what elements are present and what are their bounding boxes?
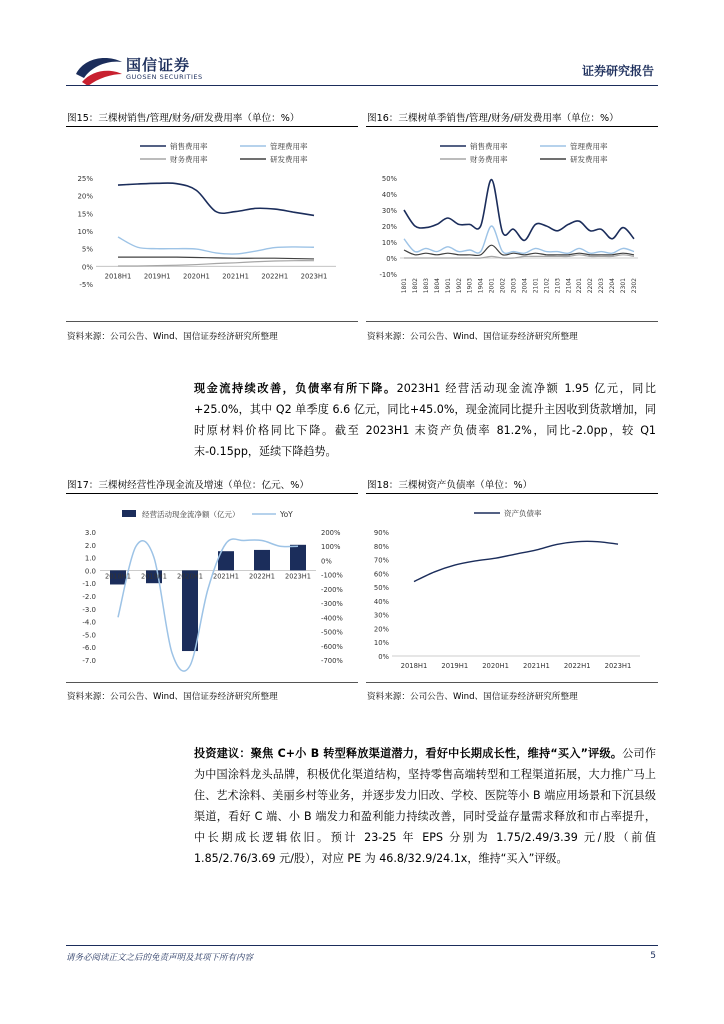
y-tick-label: 50% <box>373 584 389 593</box>
fig16-title-rule <box>366 126 658 127</box>
legend-label-1: 管理费用率 <box>570 142 608 151</box>
fig15-chart <box>66 130 358 320</box>
y2-tick-label: -600% <box>321 642 343 651</box>
paragraph-cashflow <box>194 378 656 462</box>
paragraph-cashflow-body: 2023H1 经营活动现金流净额 1.95 亿元，同比+25.0%，其中 Q2 单季度 6.6 亿元，同比+45.0%，现金流同比提升主因收到货款增加，同时原材料价格同比下降。截至 2023H1 末资产负债率 81.2%，同比-2.0pp，较 Q1 末-0.15pp，延续下降趋势。 <box>194 382 656 458</box>
y-tick-label: -3.0 <box>82 605 96 614</box>
y-tick-label: 90% <box>373 529 389 537</box>
y-tick-label: -1.0 <box>82 580 96 589</box>
series-line-1 <box>118 237 314 254</box>
logo-subtext: GUOSEN SECURITIES <box>126 73 203 81</box>
y-tick-label: 0% <box>386 255 397 263</box>
legend-label-3: 研发费用率 <box>270 155 308 164</box>
fig15-title-rule <box>66 126 358 127</box>
legend-label-0: 经营活动现金流净额（亿元） <box>142 510 240 519</box>
legend-label-0: 销售费用率 <box>170 142 208 151</box>
x-tick-label: 2020H1 <box>177 572 203 581</box>
x-tick-label: 2022H1 <box>249 572 275 581</box>
x-tick-label: 1901 <box>444 278 452 294</box>
x-tick-label: 2023H1 <box>300 272 328 281</box>
y2-tick-label: 100% <box>321 543 341 552</box>
fig18-bottom-rule <box>366 682 658 683</box>
paragraph-investment <box>194 743 656 869</box>
series-line-0 <box>404 180 634 241</box>
y2-tick-label: -300% <box>321 600 343 609</box>
fig17-bottom-rule <box>66 682 358 683</box>
x-tick-label: 2021H1 <box>523 662 550 670</box>
x-tick-label: 2022H1 <box>563 662 591 670</box>
logo-text: 国信证券 <box>126 56 191 74</box>
legend-label-1: 管理费用率 <box>270 142 308 151</box>
disclaimer-note: 请务必阅读正文之后的免责声明及其项下所有内容 <box>66 953 254 963</box>
y-tick-label: 60% <box>373 570 389 579</box>
series-line-0 <box>118 183 314 215</box>
y-tick-label: -6.0 <box>82 644 96 653</box>
y-tick-label: -7.0 <box>82 657 96 665</box>
y-tick-label: 0.0 <box>84 567 96 576</box>
fig18-chart <box>366 498 658 680</box>
x-tick-label: 2003 <box>510 278 518 294</box>
fig17-title-rule <box>66 493 358 494</box>
legend-label-2: 财务费用率 <box>470 155 508 164</box>
y2-tick-label: -400% <box>321 614 343 623</box>
bar-2 <box>182 570 198 651</box>
x-tick-label: 2001 <box>488 278 496 294</box>
y-tick-label: 10% <box>381 239 397 247</box>
y2-tick-label: 0% <box>321 557 332 566</box>
y-tick-label: 20% <box>381 223 397 231</box>
bar-4 <box>254 550 270 570</box>
y-tick-label: 10% <box>373 639 389 648</box>
y-tick-label: -4.0 <box>82 618 96 627</box>
x-tick-label: 2101 <box>532 278 540 294</box>
y-tick-label: 3.0 <box>84 529 96 537</box>
x-tick-label: 1904 <box>477 278 485 294</box>
fig16-source: 资料来源：公司公告、Wind、国信证券经济研究所整理 <box>367 332 578 342</box>
y-tick-label: -5.0 <box>82 631 96 640</box>
y-tick-label: -5% <box>79 281 93 289</box>
x-tick-label: 2022H1 <box>261 272 289 281</box>
x-tick-label: 2204 <box>609 278 617 294</box>
x-tick-label: 2021H1 <box>213 572 239 581</box>
bar-5 <box>290 545 306 571</box>
y-tick-label: 5% <box>81 245 93 254</box>
x-tick-label: 1801 <box>401 278 408 294</box>
header-rule <box>66 85 658 86</box>
x-tick-label: 1902 <box>455 278 463 294</box>
x-tick-label: 2302 <box>631 278 638 294</box>
legend-swatch-0 <box>122 510 136 517</box>
x-tick-label: 2103 <box>554 278 562 294</box>
y-tick-label: 15% <box>77 210 93 219</box>
legend-label-0: 销售费用率 <box>470 142 508 151</box>
x-tick-label: 2018H1 <box>105 572 131 581</box>
x-tick-label: 1804 <box>433 278 441 294</box>
fig18-source: 资料来源：公司公告、Wind、国信证券经济研究所整理 <box>367 692 578 702</box>
y-tick-label: 25% <box>77 175 93 183</box>
x-tick-label: 2020H1 <box>482 662 509 670</box>
x-tick-label: 2019H1 <box>441 662 469 670</box>
y2-tick-label: -500% <box>321 628 343 637</box>
fig15-title: 图15：三棵树销售/管理/财务/研发费用率（单位：%） <box>67 113 300 124</box>
paragraph-investment-lead: 投资建议：聚焦 C+小 B 转型释放渠道潜力，看好中长期成长性，维持“买入”评级。 <box>194 747 623 760</box>
y2-tick-label: -100% <box>321 571 343 580</box>
fig15-bottom-rule <box>66 321 358 322</box>
y-tick-label: -10% <box>379 271 397 279</box>
x-tick-label: 2023H1 <box>285 572 311 581</box>
series-line-3 <box>118 257 314 259</box>
x-tick-label: 2004 <box>521 278 529 294</box>
fig18-title-rule <box>366 493 658 494</box>
x-tick-label: 2203 <box>598 278 606 294</box>
y-tick-label: 30% <box>381 207 397 215</box>
page-number: 5 <box>650 951 656 961</box>
legend-label-3: 研发费用率 <box>570 155 608 164</box>
y-tick-label: 20% <box>373 625 389 634</box>
fig16-title: 图16：三棵树单季销售/管理/财务/研发费用率（单位：%） <box>367 113 619 124</box>
fig16-bottom-rule <box>366 321 658 322</box>
x-tick-label: 2104 <box>565 278 573 294</box>
y-tick-label: 10% <box>77 228 93 236</box>
y-tick-label: 40% <box>373 597 389 606</box>
x-tick-label: 2102 <box>543 278 551 294</box>
x-tick-label: 2019H1 <box>141 572 167 581</box>
series-line-1 <box>404 226 634 253</box>
x-tick-label: 2202 <box>587 278 595 294</box>
y-tick-label: 0% <box>378 653 389 661</box>
y-tick-label: -2.0 <box>82 593 96 601</box>
fig17-source: 资料来源：公司公告、Wind、国信证券经济研究所整理 <box>67 692 278 702</box>
fig16-chart <box>366 130 658 320</box>
x-tick-label: 2301 <box>620 278 628 294</box>
x-tick-label: 2018H1 <box>104 272 132 281</box>
series-line-0 <box>414 541 618 581</box>
x-tick-label: 2019H1 <box>143 272 171 281</box>
x-tick-label: 1802 <box>411 278 419 294</box>
x-tick-label: 2002 <box>499 278 507 294</box>
paragraph-investment-body: 公司作为中国涂料龙头品牌，积极优化渠道结构，坚持零售高端转型和工程渠道拓展，大力推广马上住、艺术涂料、美丽乡村等业务，并逐步发力旧改、学校、医院等小 B 端应用场景和下沉县级渠道，看好 C 端、小 B 端发力和盈利能力持续改善，同时受益存量需求释放和市占率提升，中长期成长逻辑依旧。预计 23-25 年 EPS 分别为 1.75/2.49/3.39 元/股（前值 1.85/2.76/3.69 元/股），对应 PE 为 46.8/32.9/24.1x，维持“买入”评级。 <box>194 747 656 865</box>
series-line-2 <box>118 261 314 266</box>
x-tick-label: 2023H1 <box>604 662 632 670</box>
y-tick-label: 0% <box>81 263 93 272</box>
y-tick-label: 30% <box>373 611 389 620</box>
footer-rule <box>66 945 658 946</box>
y-tick-label: 80% <box>373 542 389 551</box>
legend-label-2: 财务费用率 <box>170 155 208 164</box>
x-tick-label: 2021H1 <box>222 272 249 281</box>
legend-label-1: YoY <box>280 510 293 519</box>
x-tick-label: 1803 <box>422 278 430 294</box>
y2-tick-label: -200% <box>321 585 343 594</box>
x-tick-label: 1903 <box>466 278 474 294</box>
y-tick-label: 70% <box>373 556 389 565</box>
x-tick-label: 2201 <box>576 278 584 294</box>
paragraph-cashflow-lead: 现金流持续改善，负债率有所下降。 <box>194 382 397 395</box>
series-line-3 <box>404 245 634 255</box>
y-tick-label: 40% <box>381 191 397 199</box>
x-tick-label: 2020H1 <box>183 272 210 281</box>
fig18-title: 图18：三棵树资产负债率（单位：%） <box>367 480 533 491</box>
legend-label-0: 资产负债率 <box>504 509 542 518</box>
fig17-chart <box>66 498 358 680</box>
document-type: 证券研究报告 <box>581 64 654 78</box>
y-tick-label: 2.0 <box>84 541 96 550</box>
y2-tick-label: -700% <box>321 657 343 665</box>
y-tick-label: 20% <box>77 192 93 201</box>
fig17-title: 图17：三棵树经营性净现金流及增速（单位：亿元、%） <box>67 480 309 491</box>
yoy-line <box>118 539 298 671</box>
y2-tick-label: 200% <box>321 529 341 537</box>
x-tick-label: 2018H1 <box>400 662 428 670</box>
fig15-source: 资料来源：公司公告、Wind、国信证券经济研究所整理 <box>67 332 278 342</box>
y-tick-label: 1.0 <box>84 554 96 563</box>
y-tick-label: 50% <box>381 175 397 183</box>
